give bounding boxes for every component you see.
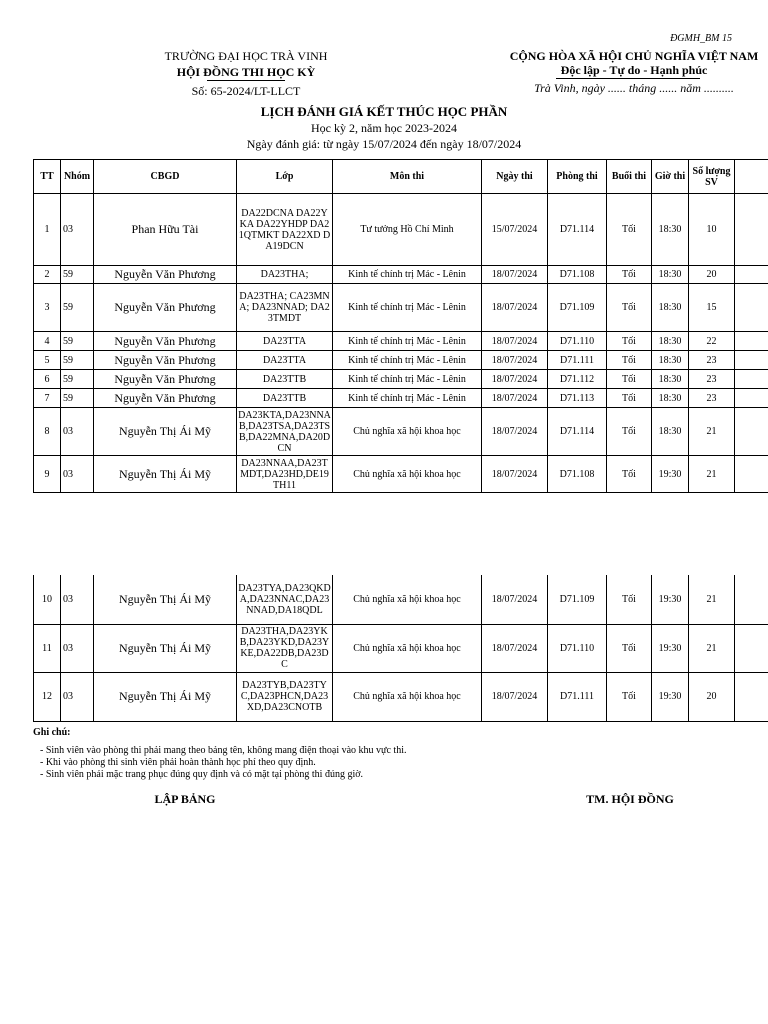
group-cell: 59 xyxy=(61,370,94,389)
group-cell: 03 xyxy=(61,624,94,672)
table-row xyxy=(34,266,768,284)
session-cell: Tối xyxy=(607,370,652,389)
session-cell: Tối xyxy=(607,624,652,672)
exam-council-name: HỘI ĐỒNG THI HỌC KỲ xyxy=(176,65,316,79)
university-name: TRƯỜNG ĐẠI HỌC TRÀ VINH xyxy=(164,49,328,63)
lecturer-cell: Nguyễn Văn Phương xyxy=(94,389,237,408)
exam-date-cell: 18/07/2024 xyxy=(482,456,548,493)
room-cell: D71.109 xyxy=(548,575,607,624)
extra-cell xyxy=(735,389,768,408)
time-cell: 19:30 xyxy=(652,672,689,721)
class-cell: DA23KTA,DA23NNAB,DA23TSA,DA23TSB,DA22MNA,DA20DCN xyxy=(238,409,331,454)
table-row xyxy=(34,672,768,721)
document-number: Số: 65-2024/LT-LLCT xyxy=(191,84,301,98)
lecturer-cell: Nguyễn Văn Phương xyxy=(94,370,237,389)
exam-date-cell: 18/07/2024 xyxy=(482,332,548,351)
motto-underline xyxy=(556,78,700,79)
room-cell: D71.114 xyxy=(548,194,607,266)
row-number: 11 xyxy=(34,624,61,672)
column-header-mon-thi: Môn thi xyxy=(333,160,482,194)
column-header-nhom: Nhóm xyxy=(61,160,94,194)
row-number: 2 xyxy=(34,266,61,284)
group-cell: 03 xyxy=(61,194,94,266)
session-cell: Tối xyxy=(607,408,652,456)
group-cell: 59 xyxy=(61,389,94,408)
room-cell: D71.110 xyxy=(548,332,607,351)
notes-title: Ghi chú: xyxy=(33,727,71,738)
note-item: - Khi vào phòng thi sinh viên phải hoàn thành học phí theo quy định. xyxy=(40,757,316,768)
student-count-cell: 23 xyxy=(689,389,735,408)
column-header-gio-thi: Giờ thi xyxy=(652,160,689,194)
row-number: 6 xyxy=(34,370,61,389)
form-code: ĐGMH_BM 15 xyxy=(670,33,732,44)
time-cell: 18:30 xyxy=(652,284,689,332)
exam-date-cell: 18/07/2024 xyxy=(482,624,548,672)
room-cell: D71.108 xyxy=(548,266,607,284)
student-count-cell: 22 xyxy=(689,332,735,351)
class-cell: DA22DCNA DA22YKA DA22YHDP DA21QTMKT DA22XD DA19DCN xyxy=(237,194,333,266)
table-row xyxy=(34,370,768,389)
student-count-cell: 21 xyxy=(689,456,735,493)
class-cell: DA23THA,DA23YKB,DA23YKD,DA23YKE,DA22DB,DA23DC xyxy=(237,624,333,672)
column-header-ngay-thi: Ngày thi xyxy=(482,160,548,194)
date-range-subtitle: Ngày đánh giá: từ ngày 15/07/2024 đến ngày 18/07/2024 xyxy=(246,137,522,151)
student-count-cell: 20 xyxy=(689,266,735,284)
lecturer-cell: Nguyễn Văn Phương xyxy=(94,332,237,351)
exam-date-cell: 18/07/2024 xyxy=(482,408,548,456)
session-cell: Tối xyxy=(607,672,652,721)
group-cell: 59 xyxy=(61,284,94,332)
time-cell: 19:30 xyxy=(652,575,689,624)
column-header-buoi-thi: Buổi thi xyxy=(607,160,652,194)
student-count-cell: 21 xyxy=(689,624,735,672)
class-cell: DA23TTA xyxy=(237,332,333,351)
room-cell: D71.109 xyxy=(548,284,607,332)
time-cell: 18:30 xyxy=(652,389,689,408)
room-cell: D71.110 xyxy=(548,624,607,672)
note-item: - Sinh viên phải mặc trang phục đúng quy định và có mặt tại phòng thi đúng giờ. xyxy=(40,769,364,780)
student-count-cell: 20 xyxy=(689,672,735,721)
row-number: 8 xyxy=(34,408,61,456)
time-cell: 18:30 xyxy=(652,351,689,370)
class-cell: DA23TYB,DA23TYC,DA23PHCN,DA23XD,DA23CNOTB xyxy=(237,672,333,721)
room-cell: D71.113 xyxy=(548,389,607,408)
lecturer-cell: Nguyễn Thị Ái Mỹ xyxy=(94,624,237,672)
row-number: 4 xyxy=(34,332,61,351)
time-cell: 19:30 xyxy=(652,624,689,672)
student-count-cell: 10 xyxy=(689,194,735,266)
table-header-row xyxy=(34,160,768,194)
session-cell: Tối xyxy=(607,194,652,266)
student-count-cell: 23 xyxy=(689,351,735,370)
document-title: LỊCH ĐÁNH GIÁ KẾT THÚC HỌC PHẦN xyxy=(260,104,508,119)
country-name: CỘNG HÒA XÃ HỘI CHỦ NGHĨA VIỆT NAM xyxy=(509,49,759,63)
extra-cell xyxy=(735,284,768,332)
semester-subtitle: Học kỳ 2, năm học 2023-2024 xyxy=(311,121,457,135)
class-cell: DA23TTA xyxy=(237,351,333,370)
time-cell: 18:30 xyxy=(652,266,689,284)
time-cell: 18:30 xyxy=(652,370,689,389)
time-cell: 19:30 xyxy=(652,456,689,493)
column-header-phong-thi: Phòng thi xyxy=(548,160,607,194)
lecturer-cell: Nguyễn Thị Ái Mỹ xyxy=(94,408,237,456)
room-cell: D71.111 xyxy=(548,351,607,370)
time-cell: 18:30 xyxy=(652,194,689,266)
column-header-extra xyxy=(735,160,768,194)
extra-cell xyxy=(735,332,768,351)
lecturer-cell: Nguyễn Văn Phương xyxy=(94,266,237,284)
exam-date-cell: 18/07/2024 xyxy=(482,370,548,389)
lecturer-cell: Nguyễn Thị Ái Mỹ xyxy=(94,672,237,721)
row-number: 10 xyxy=(34,575,61,624)
row-number: 9 xyxy=(34,456,61,493)
table-row xyxy=(34,332,768,351)
subject-cell: Kinh tế chính trị Mác - Lênin xyxy=(333,389,482,408)
header-left-underline xyxy=(207,80,285,81)
prepared-by-label: LẬP BẢNG xyxy=(154,792,216,806)
exam-date-cell: 18/07/2024 xyxy=(482,284,548,332)
subject-cell: Chủ nghĩa xã hội khoa học xyxy=(333,672,482,721)
extra-cell xyxy=(735,672,768,721)
table-row xyxy=(34,408,768,456)
table-row xyxy=(34,389,768,408)
row-number: 1 xyxy=(34,194,61,266)
time-cell: 18:30 xyxy=(652,408,689,456)
table-row xyxy=(34,456,768,493)
subject-cell: Kinh tế chính trị Mác - Lênin xyxy=(333,332,482,351)
subject-cell: Chủ nghĩa xã hội khoa học xyxy=(333,575,482,624)
column-header-so-luong: Số lượng SV xyxy=(689,160,735,194)
group-cell: 03 xyxy=(61,672,94,721)
group-cell: 03 xyxy=(61,575,94,624)
lecturer-cell: Nguyễn Thị Ái Mỹ xyxy=(94,575,237,624)
exam-date-cell: 15/07/2024 xyxy=(482,194,548,266)
group-cell: 59 xyxy=(61,332,94,351)
table-row xyxy=(34,194,768,266)
schedule-table-continued xyxy=(33,575,768,722)
row-number: 5 xyxy=(34,351,61,370)
group-cell: 03 xyxy=(61,408,94,456)
note-item: - Sinh viên vào phòng thi phải mang theo bảng tên, không mang điện thoại vào khu vực thi. xyxy=(40,745,407,756)
column-header-tt: TT xyxy=(34,160,61,194)
subject-cell: Chủ nghĩa xã hội khoa học xyxy=(333,624,482,672)
session-cell: Tối xyxy=(607,575,652,624)
time-cell: 18:30 xyxy=(652,332,689,351)
extra-cell xyxy=(735,624,768,672)
student-count-cell: 15 xyxy=(689,284,735,332)
subject-cell: Chủ nghĩa xã hội khoa học xyxy=(333,456,482,493)
class-cell: DA23THA; CA23MNA; DA23NNAD; DA23TMDT xyxy=(237,284,333,332)
exam-date-cell: 18/07/2024 xyxy=(482,389,548,408)
class-cell: DA23TTB xyxy=(237,370,333,389)
class-cell: DA23NNAA,DA23TMDT,DA23HD,DE19TH11 xyxy=(237,456,333,493)
table-row xyxy=(34,284,768,332)
row-number: 3 xyxy=(34,284,61,332)
table-row xyxy=(34,351,768,370)
subject-cell: Kinh tế chính trị Mác - Lênin xyxy=(333,266,482,284)
column-header-lop: Lớp xyxy=(237,160,333,194)
subject-cell: Chủ nghĩa xã hội khoa học xyxy=(333,408,482,456)
lecturer-cell: Nguyễn Thị Ái Mỹ xyxy=(94,456,237,493)
session-cell: Tối xyxy=(607,389,652,408)
exam-date-cell: 18/07/2024 xyxy=(482,672,548,721)
exam-date-cell: 18/07/2024 xyxy=(482,351,548,370)
session-cell: Tối xyxy=(607,351,652,370)
room-cell: D71.114 xyxy=(548,408,607,456)
table-row xyxy=(34,575,768,624)
student-count-cell: 21 xyxy=(689,408,735,456)
extra-cell xyxy=(735,194,768,266)
group-cell: 03 xyxy=(61,456,94,493)
extra-cell xyxy=(735,575,768,624)
group-cell: 59 xyxy=(61,266,94,284)
schedule-table xyxy=(33,159,768,493)
subject-cell: Kinh tế chính trị Mác - Lênin xyxy=(333,284,482,332)
subject-cell: Kinh tế chính trị Mác - Lênin xyxy=(333,351,482,370)
lecturer-cell: Phan Hữu Tài xyxy=(94,194,237,266)
council-signature-label: TM. HỘI ĐỒNG xyxy=(586,792,674,806)
motto: Độc lập - Tự do - Hạnh phúc xyxy=(560,63,708,77)
lecturer-cell: Nguyễn Văn Phương xyxy=(94,351,237,370)
extra-cell xyxy=(735,351,768,370)
session-cell: Tối xyxy=(607,284,652,332)
column-header-cbgd: CBGD xyxy=(94,160,237,194)
session-cell: Tối xyxy=(607,456,652,493)
exam-date-cell: 18/07/2024 xyxy=(482,575,548,624)
subject-cell: Kinh tế chính trị Mác - Lênin xyxy=(333,370,482,389)
class-cell: DA23THA; xyxy=(237,266,333,284)
room-cell: D71.112 xyxy=(548,370,607,389)
row-number: 7 xyxy=(34,389,61,408)
row-number: 12 xyxy=(34,672,61,721)
table-row xyxy=(34,624,768,672)
exam-date-cell: 18/07/2024 xyxy=(482,266,548,284)
extra-cell xyxy=(735,370,768,389)
session-cell: Tối xyxy=(607,266,652,284)
class-cell: DA23TTB xyxy=(237,389,333,408)
room-cell: D71.111 xyxy=(548,672,607,721)
place-date: Trà Vinh, ngày ...... tháng ...... năm .......... xyxy=(534,81,734,95)
class-cell: DA23TYA,DA23QKDA,DA23NNAC,DA23NNAD,DA18QDL xyxy=(237,575,333,624)
room-cell: D71.108 xyxy=(548,456,607,493)
student-count-cell: 21 xyxy=(689,575,735,624)
student-count-cell: 23 xyxy=(689,370,735,389)
session-cell: Tối xyxy=(607,332,652,351)
extra-cell xyxy=(735,456,768,493)
group-cell: 59 xyxy=(61,351,94,370)
subject-cell: Tư tưởng Hồ Chí Minh xyxy=(333,194,482,266)
lecturer-cell: Nguyễn Văn Phương xyxy=(94,284,237,332)
extra-cell xyxy=(735,266,768,284)
extra-cell xyxy=(735,408,768,456)
